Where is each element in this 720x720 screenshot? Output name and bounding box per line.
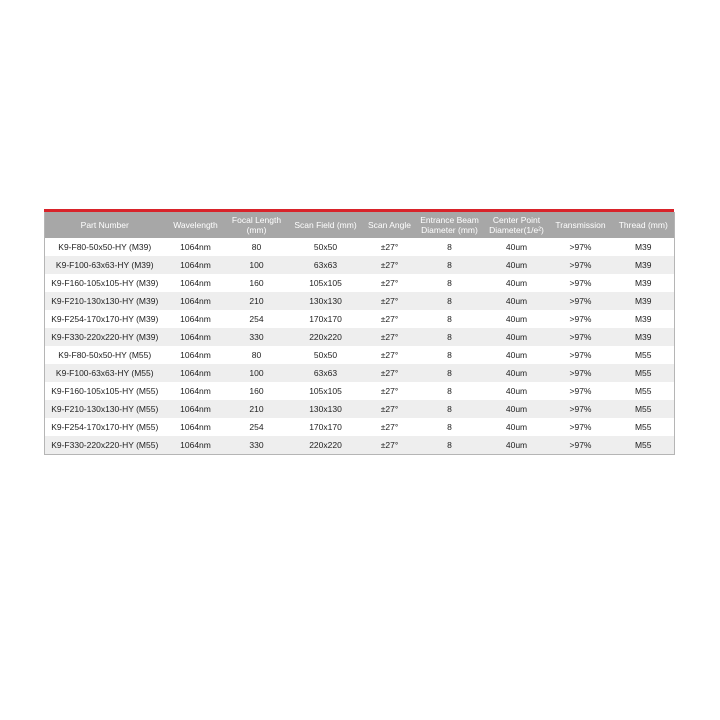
cell-entrance-beam: 8 xyxy=(415,382,485,400)
cell-scan-angle: ±27° xyxy=(365,400,415,418)
cell-transmission: >97% xyxy=(549,256,613,274)
cell-thread: M39 xyxy=(613,238,675,256)
cell-wavelength: 1064nm xyxy=(165,310,227,328)
cell-part-number: K9-F80-50x50-HY (M39) xyxy=(45,238,165,256)
cell-transmission: >97% xyxy=(549,292,613,310)
cell-focal-length: 160 xyxy=(227,382,287,400)
cell-center-point: 40um xyxy=(485,436,549,455)
cell-entrance-beam: 8 xyxy=(415,274,485,292)
cell-scan-angle: ±27° xyxy=(365,238,415,256)
header-center-point xyxy=(485,212,549,238)
cell-center-point: 40um xyxy=(485,328,549,346)
cell-scan-angle: ±27° xyxy=(365,310,415,328)
cell-part-number: K9-F160-105x105-HY (M55) xyxy=(45,382,165,400)
cell-scan-field: 170x170 xyxy=(287,418,365,436)
cell-focal-length: 80 xyxy=(227,238,287,256)
cell-center-point: 40um xyxy=(485,310,549,328)
cell-scan-angle: ±27° xyxy=(365,418,415,436)
cell-wavelength: 1064nm xyxy=(165,346,227,364)
cell-center-point: 40um xyxy=(485,346,549,364)
cell-scan-angle: ±27° xyxy=(365,292,415,310)
header-center-point-line1: Center Point xyxy=(492,215,541,225)
table-row xyxy=(45,238,675,256)
cell-focal-length: 254 xyxy=(227,310,287,328)
cell-transmission: >97% xyxy=(549,346,613,364)
cell-center-point: 40um xyxy=(485,292,549,310)
cell-scan-field: 50x50 xyxy=(287,346,365,364)
cell-part-number: K9-F330-220x220-HY (M55) xyxy=(45,436,165,455)
header-wavelength-label: Wavelength xyxy=(173,220,218,230)
cell-thread: M55 xyxy=(613,418,675,436)
table-row xyxy=(45,436,675,455)
header-scan-field xyxy=(287,212,365,238)
cell-transmission: >97% xyxy=(549,328,613,346)
cell-entrance-beam: 8 xyxy=(415,346,485,364)
cell-focal-length: 330 xyxy=(227,328,287,346)
cell-center-point: 40um xyxy=(485,256,549,274)
cell-part-number: K9-F160-105x105-HY (M39) xyxy=(45,274,165,292)
header-entrance-beam xyxy=(415,212,485,238)
cell-entrance-beam: 8 xyxy=(415,364,485,382)
header-entrance-beam-line2: Diameter (mm) xyxy=(421,225,478,235)
cell-center-point: 40um xyxy=(485,418,549,436)
cell-wavelength: 1064nm xyxy=(165,292,227,310)
cell-entrance-beam: 8 xyxy=(415,292,485,310)
table-row xyxy=(45,400,675,418)
header-part-number xyxy=(45,212,165,238)
header-entrance-beam-line1: Entrance Beam xyxy=(420,215,479,225)
cell-part-number: K9-F254-170x170-HY (M55) xyxy=(45,418,165,436)
cell-center-point: 40um xyxy=(485,238,549,256)
cell-scan-field: 130x130 xyxy=(287,400,365,418)
header-scan-angle xyxy=(365,212,415,238)
cell-scan-angle: ±27° xyxy=(365,364,415,382)
cell-focal-length: 100 xyxy=(227,364,287,382)
cell-scan-field: 105x105 xyxy=(287,382,365,400)
table-row xyxy=(45,364,675,382)
header-focal-length-line2: (mm) xyxy=(246,225,267,235)
table-row xyxy=(45,382,675,400)
cell-wavelength: 1064nm xyxy=(165,238,227,256)
table-row xyxy=(45,292,675,310)
table-row xyxy=(45,310,675,328)
cell-scan-field: 63x63 xyxy=(287,364,365,382)
cell-scan-field: 50x50 xyxy=(287,238,365,256)
cell-scan-field: 220x220 xyxy=(287,328,365,346)
spec-table xyxy=(44,212,675,455)
header-center-point-line2: Diameter(1/e²) xyxy=(489,225,544,235)
cell-part-number: K9-F210-130x130-HY (M55) xyxy=(45,400,165,418)
header-transmission xyxy=(549,212,613,238)
cell-entrance-beam: 8 xyxy=(415,256,485,274)
table-row xyxy=(45,256,675,274)
cell-thread: M39 xyxy=(613,292,675,310)
cell-thread: M39 xyxy=(613,256,675,274)
cell-transmission: >97% xyxy=(549,400,613,418)
header-focal-length-line1: Focal Length xyxy=(231,215,282,225)
cell-entrance-beam: 8 xyxy=(415,400,485,418)
cell-focal-length: 210 xyxy=(227,292,287,310)
cell-transmission: >97% xyxy=(549,436,613,455)
cell-wavelength: 1064nm xyxy=(165,328,227,346)
cell-scan-field: 130x130 xyxy=(287,292,365,310)
cell-transmission: >97% xyxy=(549,310,613,328)
cell-focal-length: 210 xyxy=(227,400,287,418)
cell-transmission: >97% xyxy=(549,364,613,382)
cell-focal-length: 80 xyxy=(227,346,287,364)
cell-part-number: K9-F100-63x63-HY (M39) xyxy=(45,256,165,274)
table-body xyxy=(45,238,675,455)
cell-focal-length: 100 xyxy=(227,256,287,274)
cell-focal-length: 330 xyxy=(227,436,287,455)
table-row xyxy=(45,274,675,292)
cell-wavelength: 1064nm xyxy=(165,274,227,292)
cell-focal-length: 254 xyxy=(227,418,287,436)
header-part-number-label: Part Number xyxy=(80,220,129,230)
cell-part-number: K9-F254-170x170-HY (M39) xyxy=(45,310,165,328)
cell-entrance-beam: 8 xyxy=(415,328,485,346)
cell-wavelength: 1064nm xyxy=(165,256,227,274)
cell-scan-angle: ±27° xyxy=(365,436,415,455)
table-row xyxy=(45,346,675,364)
cell-scan-field: 63x63 xyxy=(287,256,365,274)
cell-thread: M55 xyxy=(613,400,675,418)
cell-entrance-beam: 8 xyxy=(415,418,485,436)
cell-scan-angle: ±27° xyxy=(365,256,415,274)
cell-center-point: 40um xyxy=(485,274,549,292)
cell-scan-field: 170x170 xyxy=(287,310,365,328)
header-transmission-label: Transmission xyxy=(555,220,606,230)
cell-thread: M39 xyxy=(613,310,675,328)
header-thread xyxy=(613,212,675,238)
cell-thread: M39 xyxy=(613,274,675,292)
cell-transmission: >97% xyxy=(549,274,613,292)
header-thread-label: Thread (mm) xyxy=(618,220,668,230)
cell-transmission: >97% xyxy=(549,238,613,256)
table-row xyxy=(45,418,675,436)
cell-center-point: 40um xyxy=(485,382,549,400)
cell-entrance-beam: 8 xyxy=(415,238,485,256)
cell-wavelength: 1064nm xyxy=(165,382,227,400)
header-wavelength xyxy=(165,212,227,238)
cell-scan-angle: ±27° xyxy=(365,382,415,400)
cell-scan-field: 220x220 xyxy=(287,436,365,455)
cell-center-point: 40um xyxy=(485,400,549,418)
cell-entrance-beam: 8 xyxy=(415,436,485,455)
cell-thread: M55 xyxy=(613,436,675,455)
cell-wavelength: 1064nm xyxy=(165,400,227,418)
cell-part-number: K9-F330-220x220-HY (M39) xyxy=(45,328,165,346)
header-scan-field-label: Scan Field (mm) xyxy=(294,220,357,230)
cell-wavelength: 1064nm xyxy=(165,418,227,436)
cell-part-number: K9-F210-130x130-HY (M39) xyxy=(45,292,165,310)
cell-entrance-beam: 8 xyxy=(415,310,485,328)
cell-wavelength: 1064nm xyxy=(165,436,227,455)
spec-table-container xyxy=(44,209,674,455)
header-focal-length xyxy=(227,212,287,238)
cell-transmission: >97% xyxy=(549,418,613,436)
header-row xyxy=(45,212,675,238)
cell-scan-angle: ±27° xyxy=(365,328,415,346)
cell-thread: M55 xyxy=(613,364,675,382)
cell-thread: M55 xyxy=(613,346,675,364)
cell-scan-angle: ±27° xyxy=(365,346,415,364)
cell-scan-field: 105x105 xyxy=(287,274,365,292)
cell-thread: M55 xyxy=(613,382,675,400)
cell-center-point: 40um xyxy=(485,364,549,382)
cell-part-number: K9-F80-50x50-HY (M55) xyxy=(45,346,165,364)
cell-transmission: >97% xyxy=(549,382,613,400)
table-row xyxy=(45,328,675,346)
cell-scan-angle: ±27° xyxy=(365,274,415,292)
header-scan-angle-label: Scan Angle xyxy=(367,220,411,230)
cell-wavelength: 1064nm xyxy=(165,364,227,382)
cell-focal-length: 160 xyxy=(227,274,287,292)
cell-part-number: K9-F100-63x63-HY (M55) xyxy=(45,364,165,382)
cell-thread: M39 xyxy=(613,328,675,346)
